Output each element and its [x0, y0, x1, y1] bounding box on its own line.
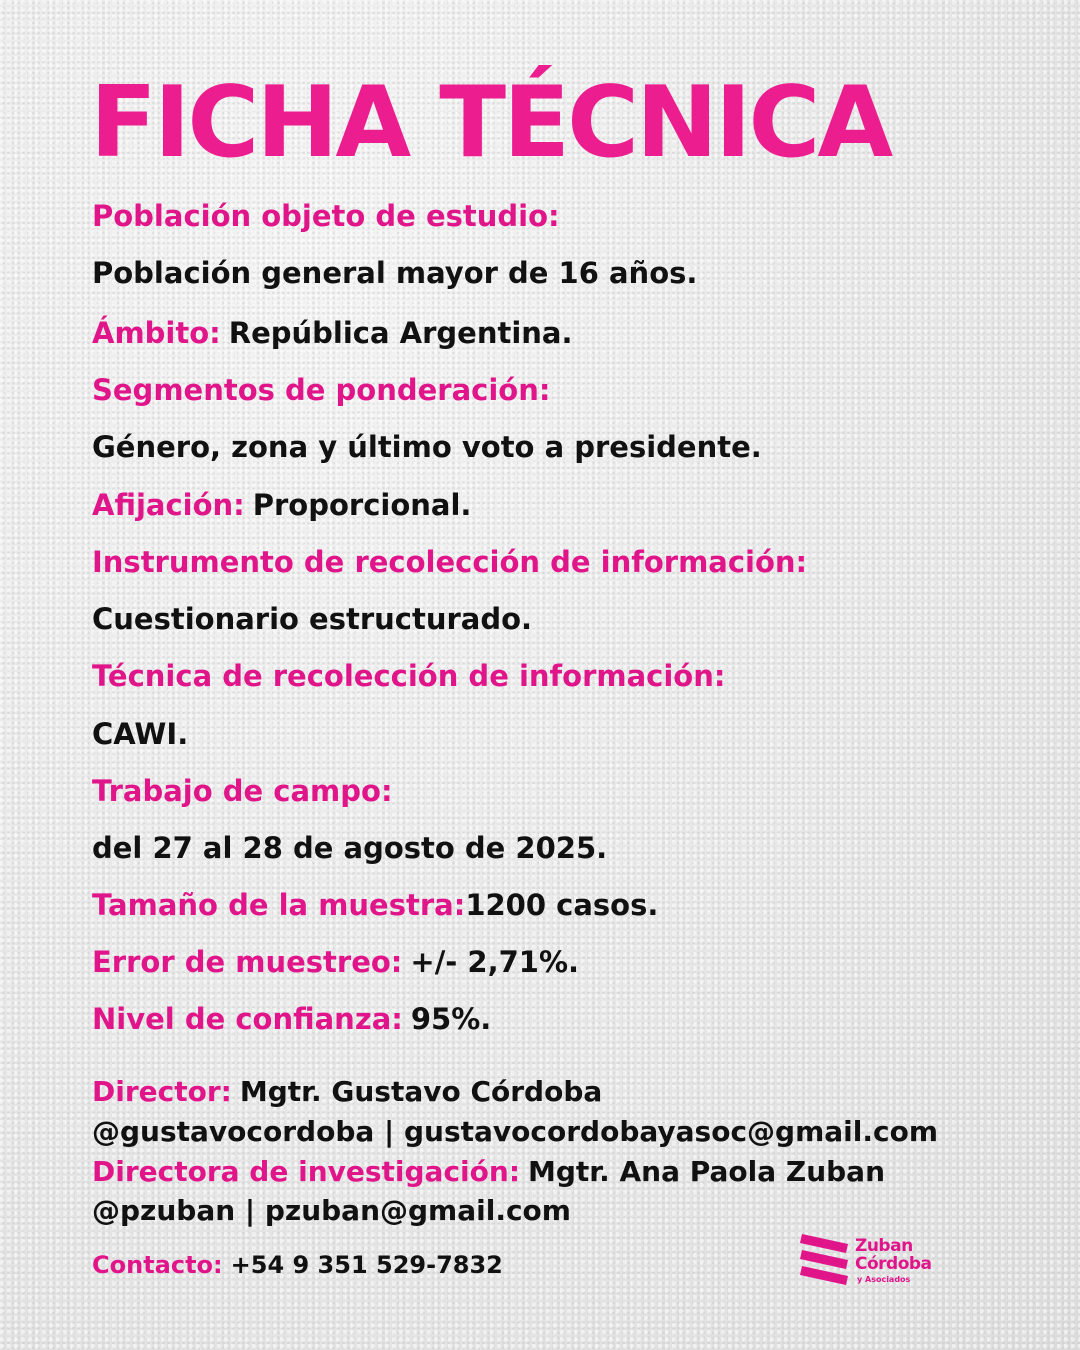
trabajo-value: del 27 al 28 de agosto de 2025.	[92, 831, 608, 865]
ambito-label: Ámbito:	[92, 316, 221, 350]
error-row	[92, 942, 579, 982]
director-label: Director:	[92, 1075, 232, 1108]
tamano-label: Tamaño de la muestra:	[92, 888, 466, 922]
contact-phone[interactable]: +54 9 351 529-7832	[230, 1251, 503, 1279]
director-contact[interactable]: @gustavocordoba | gustavocordobayasoc@gmail.com	[92, 1115, 939, 1148]
ambito-row	[92, 313, 573, 353]
instrumento-label: Instrumento de recolección de información:	[92, 545, 808, 579]
afijacion-row	[92, 485, 471, 525]
segmentos-value: Género, zona y último voto a presidente.	[92, 430, 762, 464]
contact-label: Contacto:	[92, 1251, 223, 1279]
logo-text: Zuban Córdoba	[855, 1236, 932, 1274]
page-title: FICHA TÉCNICA	[90, 66, 891, 180]
poblacion-value: Población general mayor de 16 años.	[92, 256, 698, 290]
nivel-row	[92, 999, 491, 1039]
contact-row	[92, 1246, 503, 1284]
tecnica-value: CAWI.	[92, 717, 189, 751]
director-row	[92, 1073, 602, 1111]
afijacion-label: Afijación:	[92, 488, 245, 522]
afijacion-value: Proporcional.	[252, 488, 472, 522]
instrumento-value: Cuestionario estructurado.	[92, 602, 533, 636]
trabajo-label: Trabajo de campo:	[92, 774, 393, 808]
logo-subtitle: y Asociados	[857, 1275, 911, 1284]
tamano-value: 1200 casos.	[465, 888, 659, 922]
research-director-contact[interactable]: @pzuban | pzuban@gmail.com	[92, 1194, 571, 1227]
ambito-value: República Argentina.	[228, 316, 573, 350]
poblacion-label: Población objeto de estudio:	[92, 199, 560, 233]
logo-stripes-icon	[798, 1232, 850, 1288]
segmentos-label: Segmentos de ponderación:	[92, 373, 551, 407]
research-director-name: Mgtr. Ana Paola Zuban	[528, 1155, 886, 1188]
nivel-label: Nivel de confianza:	[92, 1002, 403, 1036]
nivel-value: 95%.	[410, 1002, 492, 1036]
research-director-label: Directora de investigación:	[92, 1155, 521, 1188]
research-director-row	[92, 1153, 885, 1191]
director-name: Mgtr. Gustavo Córdoba	[239, 1075, 603, 1108]
error-label: Error de muestreo:	[92, 945, 403, 979]
tecnica-label: Técnica de recolección de información:	[92, 659, 726, 693]
tamano-row	[92, 885, 658, 925]
zuban-cordoba-logo	[798, 1232, 938, 1288]
error-value: +/- 2,71%.	[410, 945, 580, 979]
